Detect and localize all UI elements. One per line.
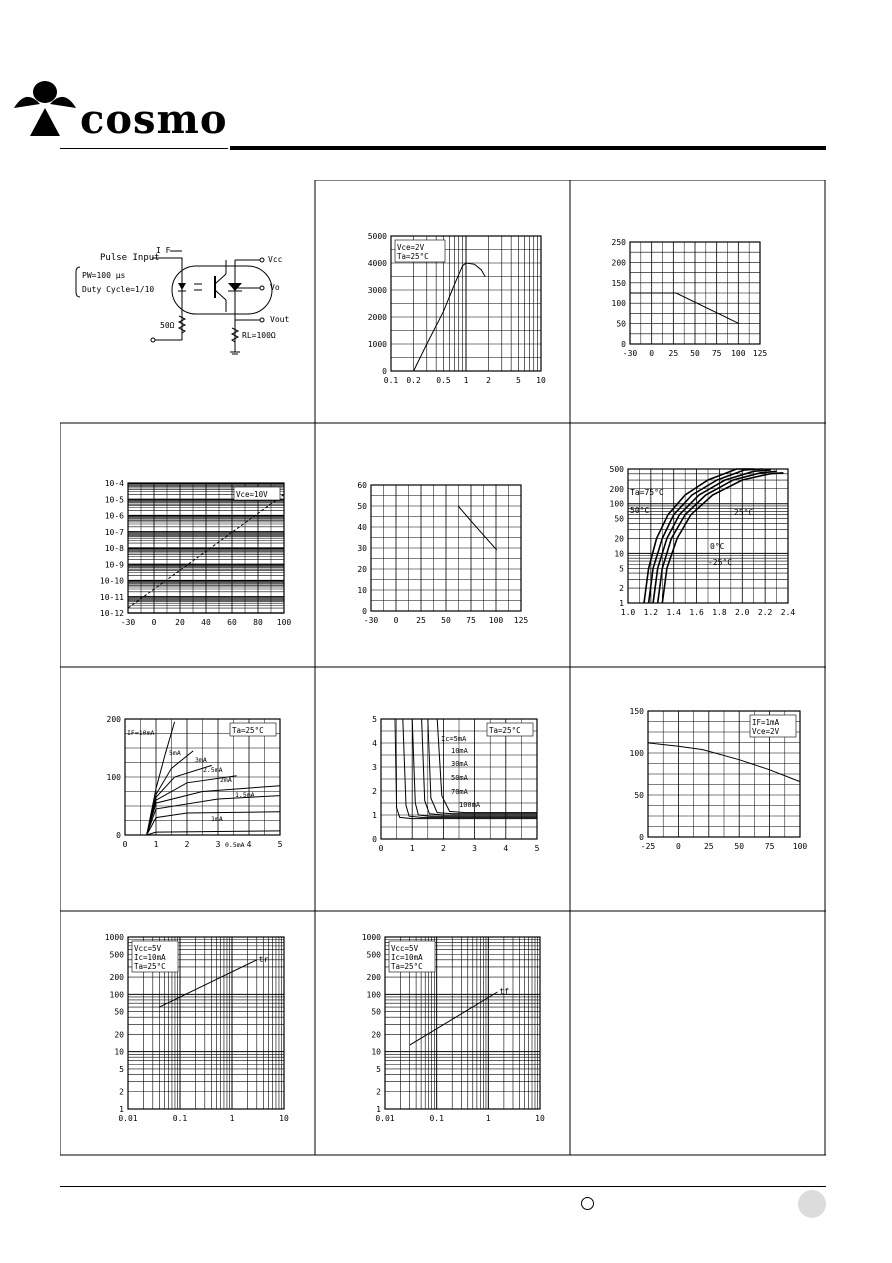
logo-mark-icon <box>14 81 76 136</box>
y-tick-label: 30 <box>357 544 367 553</box>
x-tick-label: 5 <box>516 376 521 385</box>
series-line <box>147 786 280 835</box>
y-tick-label: 20 <box>114 1030 124 1040</box>
x-tick-label: 1.0 <box>620 608 636 617</box>
x-tick-label: 2 <box>486 376 491 385</box>
vout-label: Vout <box>270 315 290 324</box>
y-tick-label: 50 <box>616 319 626 329</box>
x-tick-label: 50 <box>690 349 700 358</box>
chart-ic-vs-vce <box>60 667 315 911</box>
y-tick-label: 1 <box>619 599 624 608</box>
series-name-label: 0°C <box>710 542 725 551</box>
x-tick-label: 0 <box>122 840 128 849</box>
chart-panel-ctr-vs-ta <box>570 667 825 911</box>
y-tick-label: 2 <box>372 787 377 796</box>
y-tick-label: 500 <box>609 465 624 474</box>
y-tick-label: 60 <box>357 481 367 490</box>
legend-text: Vce=2V <box>752 727 780 736</box>
series-line <box>458 506 497 550</box>
duty-cycle-label: Duty Cycle=1/10 <box>82 285 155 294</box>
x-tick-label: 80 <box>253 618 263 627</box>
chart-grid <box>128 483 284 613</box>
r50-label: 50Ω <box>160 321 175 330</box>
curve-label: 30mA <box>451 760 468 768</box>
x-tick-label: 100 <box>488 616 504 625</box>
chart-ctr-vs-if <box>315 180 570 423</box>
curve-label: IF=10mA <box>127 729 155 737</box>
series-line <box>147 831 280 835</box>
x-tick-label: -30 <box>622 349 638 358</box>
legend-text: Vce=10V <box>236 490 268 499</box>
y-tick-label: 2 <box>619 584 624 594</box>
x-tick-label: 2 <box>440 844 446 853</box>
x-tick-label: 1.6 <box>689 608 704 617</box>
y-tick-label: 10-6 <box>104 511 124 521</box>
curve-label: 0.5mA <box>225 841 245 849</box>
legend-text: Ic=10mA <box>134 953 166 962</box>
x-tick-label: 2.4 <box>780 608 796 617</box>
x-tick-label: 0.1 <box>383 376 399 385</box>
x-tick-label: 75 <box>711 349 722 358</box>
x-tick-label: 75 <box>466 616 476 625</box>
x-tick-label: 10 <box>536 376 546 385</box>
y-tick-label: 0 <box>116 831 121 840</box>
y-tick-label: 3 <box>372 763 377 772</box>
vo-label: Vo <box>270 283 280 292</box>
y-tick-label: 3000 <box>367 286 387 295</box>
x-tick-label: 1 <box>409 844 415 853</box>
series-line <box>147 776 237 835</box>
y-tick-label: 50 <box>357 502 367 511</box>
y-tick-label: 0 <box>382 367 387 376</box>
legend-text: Ta=25°C <box>489 726 521 735</box>
x-tick-label: 100 <box>731 349 746 358</box>
vcc-label: Vcc <box>268 255 283 264</box>
series-line <box>658 471 777 603</box>
x-tick-label: 0 <box>378 844 384 853</box>
y-tick-label: 20 <box>371 1030 381 1040</box>
series-line <box>653 470 771 603</box>
y-tick-label: 10-8 <box>104 544 124 553</box>
legend-text: Ta=25°C <box>232 726 264 735</box>
x-tick-label: 3 <box>472 844 478 853</box>
y-tick-label: 100 <box>366 990 381 1000</box>
curve-label: 2.5mA <box>203 766 223 774</box>
y-tick-label: 5000 <box>367 232 387 241</box>
led-icon <box>178 283 186 290</box>
x-tick-label: 1 <box>463 376 469 385</box>
x-tick-label: 0.01 <box>118 1114 138 1123</box>
x-tick-label: 1.4 <box>666 608 681 617</box>
test-circuit-diagram <box>60 180 315 423</box>
y-tick-label: 1000 <box>104 933 124 942</box>
x-tick-label: 40 <box>201 618 211 627</box>
curve-label: 1.5mA <box>235 791 255 799</box>
pulse-width-label: PW=100 μs <box>82 271 126 280</box>
x-tick-label: 4 <box>246 840 252 849</box>
x-tick-label: 2.0 <box>735 608 750 617</box>
x-tick-label: -30 <box>363 616 379 625</box>
x-tick-label: -25 <box>640 842 656 851</box>
y-tick-label: 250 <box>611 238 626 247</box>
x-tick-label: 50 <box>441 616 451 625</box>
x-tick-label: 0.2 <box>406 376 421 385</box>
series-name-label: Ta=75°C <box>630 488 664 497</box>
y-tick-label: 40 <box>357 523 367 532</box>
rl-label: RL=100Ω <box>242 331 276 340</box>
chart-if-vs-vf <box>570 423 825 667</box>
x-tick-label: 0.01 <box>375 1114 395 1123</box>
x-tick-label: 1 <box>485 1114 491 1123</box>
curve-label: 5mA <box>169 749 181 757</box>
x-tick-label: 1 <box>229 1114 235 1123</box>
y-tick-label: 500 <box>109 950 124 960</box>
y-tick-label: 10-10 <box>99 576 124 586</box>
x-tick-label: 10 <box>535 1114 545 1123</box>
chart-panel-ic-vs-vce <box>60 667 315 911</box>
chart-forward-current-derating <box>315 423 570 667</box>
x-tick-label: 0.1 <box>429 1114 444 1123</box>
y-tick-label: 5 <box>372 715 377 724</box>
chart-panel-tr-vs-rl <box>60 911 315 1155</box>
y-tick-label: 2000 <box>367 313 387 322</box>
y-tick-label: 50 <box>371 1007 381 1017</box>
page-badge <box>798 1190 826 1218</box>
x-tick-label: 25 <box>703 842 714 851</box>
y-tick-label: 10 <box>371 1047 381 1057</box>
series-line <box>630 293 739 324</box>
pulse-input-label: Pulse Input <box>100 253 160 263</box>
y-tick-label: 10 <box>357 586 367 595</box>
brand-name: cosmo <box>80 96 228 143</box>
chart-tr-vs-rl <box>60 911 315 1155</box>
x-tick-label: 1 <box>153 840 159 849</box>
chart-panel-tf-vs-rl <box>315 911 570 1155</box>
y-tick-label: 5 <box>119 1064 124 1074</box>
x-tick-label: 5 <box>277 840 283 849</box>
empty-panel <box>570 911 825 1155</box>
header-rule-thick <box>230 146 826 150</box>
chart-panel-if-vs-vf <box>570 423 825 667</box>
x-tick-label: 25 <box>668 349 679 358</box>
x-tick-label: 4 <box>503 844 509 853</box>
series-name-label: 25°C <box>734 508 754 517</box>
y-tick-label: 0 <box>372 835 377 844</box>
y-tick-label: 5 <box>376 1064 381 1074</box>
legend-text: Ta=25°C <box>391 962 423 971</box>
legend-text: Ta=25°C <box>134 962 166 971</box>
chart-power-derating <box>570 180 825 423</box>
x-tick-label: 3 <box>215 840 221 849</box>
x-tick-label: 125 <box>513 616 529 625</box>
y-tick-label: 20 <box>357 565 367 574</box>
footer-rule <box>60 1186 826 1187</box>
chart-panel-ctr-vs-if <box>315 180 570 423</box>
x-tick-label: 75 <box>764 842 775 851</box>
x-tick-label: -30 <box>120 618 136 627</box>
y-tick-label: 10-5 <box>104 495 124 505</box>
y-tick-label: 100 <box>109 990 124 1000</box>
x-tick-label: 2.2 <box>757 608 773 617</box>
series-label: tf <box>499 986 510 996</box>
x-tick-label: 10 <box>279 1114 289 1123</box>
y-tick-label: 10-11 <box>99 592 124 602</box>
x-tick-label: 125 <box>752 349 768 358</box>
y-tick-label: 100 <box>629 749 644 758</box>
x-tick-label: 50 <box>734 842 745 851</box>
curve-label: Ic=5mA <box>441 735 467 743</box>
if-label: I F <box>156 246 171 255</box>
y-tick-label: 1 <box>372 811 377 820</box>
x-tick-label: 100 <box>792 842 808 851</box>
y-tick-label: 0 <box>362 607 367 616</box>
y-tick-label: 200 <box>611 258 626 268</box>
y-tick-label: 10-4 <box>104 479 124 488</box>
x-tick-label: 25 <box>416 616 426 625</box>
chart-tf-vs-rl <box>315 911 570 1155</box>
legend-text: Vcc=5V <box>134 944 162 953</box>
x-tick-label: 0 <box>151 618 157 627</box>
y-tick-label: 1 <box>119 1105 124 1114</box>
y-tick-label: 2 <box>376 1087 381 1097</box>
series-label: tr <box>258 954 269 964</box>
legend-text: Ic=10mA <box>391 953 423 962</box>
y-tick-label: 4 <box>372 739 377 748</box>
y-tick-label: 1000 <box>361 933 381 942</box>
chart-panel-forward-current-derating <box>315 423 570 667</box>
x-tick-label: 1.2 <box>643 608 659 617</box>
y-tick-label: 0 <box>639 833 644 842</box>
x-tick-label: 0 <box>675 842 681 851</box>
chart-ctr-vs-ta <box>570 667 825 911</box>
y-tick-label: 50 <box>114 1007 124 1017</box>
y-tick-label: 200 <box>109 973 124 983</box>
legend-text: Vcc=5V <box>391 944 419 953</box>
x-tick-label: 0.5 <box>436 376 451 385</box>
characteristics-grid <box>60 180 826 1156</box>
x-tick-label: 20 <box>175 618 185 627</box>
x-tick-label: 0 <box>393 616 399 625</box>
y-tick-label: 5 <box>619 564 624 574</box>
curve-label: 10mA <box>451 747 468 755</box>
chart-panel-power-derating <box>570 180 825 423</box>
x-tick-label: 100 <box>276 618 292 627</box>
x-tick-label: 2 <box>184 840 190 849</box>
legend-text: Ta=25°C <box>397 252 429 261</box>
y-tick-label: 10 <box>614 549 624 559</box>
curve-label: 3mA <box>195 756 207 764</box>
series-name-label: -25°C <box>708 558 733 567</box>
chart-panel-dark-current <box>60 423 315 667</box>
y-tick-label: 20 <box>614 534 624 544</box>
y-tick-label: 10-12 <box>99 609 124 618</box>
y-tick-label: 1 <box>376 1105 381 1114</box>
test-circuit-panel <box>60 180 315 423</box>
y-tick-label: 50 <box>634 791 644 800</box>
y-tick-label: 150 <box>611 278 626 288</box>
chart-vce-sat <box>315 667 570 911</box>
y-tick-label: 200 <box>609 484 624 494</box>
y-tick-label: 10-9 <box>104 560 124 570</box>
chart-dark-current <box>60 423 315 667</box>
y-tick-label: 10-7 <box>104 527 124 537</box>
curve-label: 2mA <box>220 776 232 784</box>
curve-label: 100mA <box>459 801 481 809</box>
curve-label: 50mA <box>451 774 468 782</box>
y-tick-label: 4000 <box>367 259 387 268</box>
y-tick-label: 2 <box>119 1087 124 1097</box>
y-tick-label: 500 <box>366 950 381 960</box>
x-tick-label: 1.8 <box>712 608 727 617</box>
x-tick-label: 60 <box>227 618 237 627</box>
y-tick-label: 200 <box>106 715 121 724</box>
legend-text: Vce=2V <box>397 243 425 252</box>
header-rule-thin <box>60 148 228 149</box>
y-tick-label: 50 <box>614 514 624 524</box>
footer-circle-icon <box>581 1197 594 1210</box>
y-tick-label: 100 <box>609 499 624 509</box>
curve-label: 70mA <box>451 788 468 796</box>
series-name-label: 50°C <box>630 506 650 515</box>
chart-grid <box>371 485 521 611</box>
x-tick-label: 0 <box>649 349 655 358</box>
y-tick-label: 150 <box>629 707 644 716</box>
legend-text: IF=1mA <box>752 718 780 727</box>
chart-panel-vce-sat <box>315 667 570 911</box>
y-tick-label: 200 <box>366 973 381 983</box>
x-tick-label: 0.1 <box>172 1114 188 1123</box>
curve-label: 1mA <box>211 815 223 823</box>
x-tick-label: 5 <box>534 844 540 853</box>
y-tick-label: 100 <box>106 773 121 782</box>
y-tick-label: 10 <box>114 1047 124 1057</box>
y-tick-label: 100 <box>611 299 626 309</box>
y-tick-label: 0 <box>621 340 626 349</box>
y-tick-label: 1000 <box>367 340 387 349</box>
